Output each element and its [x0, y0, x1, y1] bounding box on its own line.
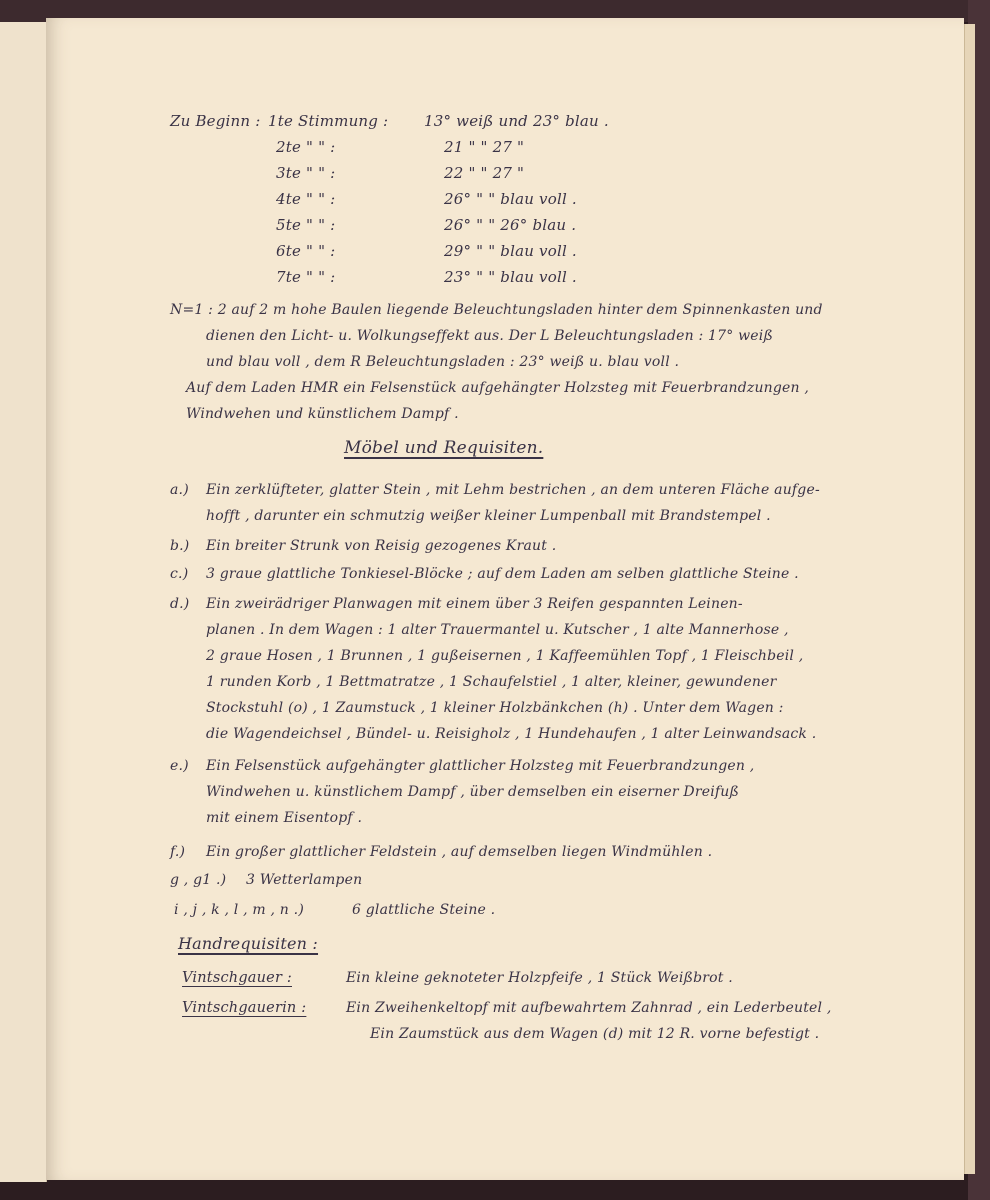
item-d-line-4: 1 runden Korb , 1 Bettmatratze , 1 Schaufelstiel , 1 alter, kleiner, gewundener [206, 674, 777, 690]
lighting-row-7-label: 7te " " : [276, 268, 336, 286]
lighting-intro: Zu Beginn : [170, 112, 261, 130]
item-g-marker: g , g1 .) [170, 872, 227, 888]
lighting-row-2-value: 21 " " 27 " [444, 138, 525, 156]
item-e-line-3: mit einem Eisentopf . [206, 810, 363, 826]
section-title: Möbel und Requisiten. [344, 438, 544, 458]
lighting-row-4-value: 26° " " blau voll . [444, 190, 577, 208]
lighting-row-3-value: 22 " " 27 " [444, 164, 525, 182]
lighting-row-6-label: 6te " " : [276, 242, 336, 260]
role-vintschgauerin-line-1: Ein Zweihenkeltopf mit aufbewahrtem Zahnrad , ein Lederbeutel , [346, 1000, 832, 1016]
item-a-marker: a.) [170, 482, 189, 498]
item-f-marker: f.) [170, 844, 186, 860]
item-c-marker: c.) [170, 566, 189, 582]
item-a-line-2: hofft , darunter ein schmutzig weißer kleiner Lumpenball mit Brandstempel . [206, 508, 771, 524]
role-vintschgauer-line-1: Ein kleine geknoteter Holzpfeife , 1 Stück Weißbrot . [346, 970, 733, 986]
note-line-3: und blau voll , dem R Beleuchtungsladen : 23° weiß u. blau voll . [206, 354, 680, 370]
note-line-1: N=1 : 2 auf 2 m hohe Baulen liegende Beleuchtungsladen hinter dem Spinnenkasten und [170, 302, 823, 318]
item-d-line-1: Ein zweirädriger Planwagen mit einem über 3 Reifen gespannten Leinen- [206, 596, 743, 612]
item-d-marker: d.) [170, 596, 190, 612]
previous-page-edge [0, 22, 47, 1182]
item-b-marker: b.) [170, 538, 190, 554]
hand-props-title: Handrequisiten : [178, 934, 319, 953]
lighting-row-2-label: 2te " " : [276, 138, 336, 156]
item-i-n-marker: i , j , k , l , m , n .) [174, 902, 304, 918]
item-d-line-6: die Wagendeichsel , Bündel- u. Reisigholz , 1 Hundehaufen , 1 alter Leinwandsack . [206, 726, 817, 742]
item-i-n-line-1: 6 glattliche Steine . [352, 902, 496, 918]
note-line-5: Windwehen und künstlichem Dampf . [186, 406, 459, 422]
item-e-line-1: Ein Felsenstück aufgehängter glattlicher Holzsteg mit Feuerbrandzungen , [206, 758, 755, 774]
lighting-row-4-label: 4te " " : [276, 190, 336, 208]
item-d-line-2: planen . In dem Wagen : 1 alter Trauermantel u. Kutscher , 1 alte Mannerhose , [206, 622, 789, 638]
lighting-row-3-label: 3te " " : [276, 164, 336, 182]
role-vintschgauerin: Vintschgauerin : [182, 1000, 307, 1016]
note-line-2: dienen den Licht- u. Wolkungseffekt aus. Der L Beleuchtungsladen : 17° weiß [206, 328, 773, 344]
lighting-row-7-value: 23° " " blau voll . [444, 268, 577, 286]
item-d-line-3: 2 graue Hosen , 1 Brunnen , 1 gußeisernen , 1 Kaffeemühlen Topf , 1 Fleischbeil , [206, 648, 804, 664]
lighting-row-1-value: 13° weiß und 23° blau . [424, 112, 609, 130]
manuscript-page [46, 18, 964, 1180]
item-e-marker: e.) [170, 758, 189, 774]
item-f-line-1: Ein großer glattlicher Feldstein , auf demselben liegen Windmühlen . [206, 844, 713, 860]
item-c-line-1: 3 graue glattliche Tonkiesel-Blöcke ; auf dem Laden am selben glattliche Steine . [206, 566, 799, 582]
lighting-row-6-value: 29° " " blau voll . [444, 242, 577, 260]
lighting-row-5-label: 5te " " : [276, 216, 336, 234]
role-vintschgauer: Vintschgauer : [182, 970, 292, 986]
item-d-line-5: Stockstuhl (o) , 1 Zaumstuck , 1 kleiner Holzbänkchen (h) . Unter dem Wagen : [206, 700, 784, 716]
page-stack-edge [964, 24, 975, 1174]
role-vintschgauerin-line-2: Ein Zaumstück aus dem Wagen (d) mit 12 R. vorne befestigt . [370, 1026, 820, 1042]
item-e-line-2: Windwehen u. künstlichem Dampf , über demselben ein eiserner Dreifuß [206, 784, 740, 800]
note-line-4: Auf dem Laden HMR ein Felsenstück aufgehängter Holzsteg mit Feuerbrandzungen , [186, 380, 810, 396]
item-g-line-1: 3 Wetterlampen [246, 872, 363, 888]
item-a-line-1: Ein zerklüfteter, glatter Stein , mit Lehm bestrichen , an dem unteren Fläche aufge- [206, 482, 820, 498]
lighting-row-5-value: 26° " " 26° blau . [444, 216, 577, 234]
lighting-row-1-label: 1te Stimmung : [268, 112, 389, 130]
item-b-line-1: Ein breiter Strunk von Reisig gezogenes Kraut . [206, 538, 557, 554]
